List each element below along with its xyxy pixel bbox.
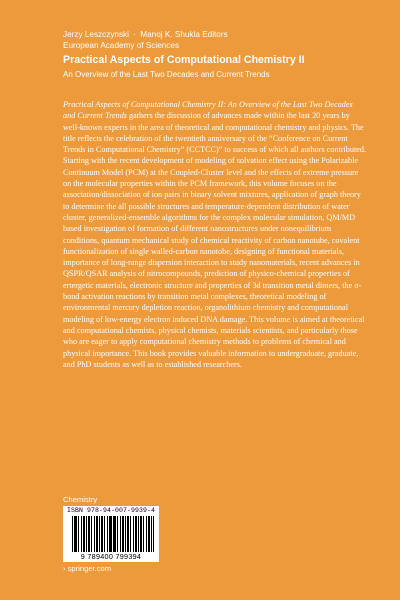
barcode-number: 9 789400 799394	[63, 552, 159, 561]
publisher-url: › springer.com	[63, 564, 112, 573]
description-body: gathers the discussion of advances made within the last 20 years by well-known experts in the area of theoretical and computational chemistry and physics. The title reflects the celebration of the twentieth anniversary of the “Conference on Current Trends in Computational Chemistry” (CCTCC)” to success of which all authors contributed. Starting with the recent development of modeling of solvation effect using the Polarizable Continuum Model (PCM) at the Coupled-Cluster level and the effects of extreme pressure on the molecular properties within the PCM framework, this volume focuses on the association/dissociation of ion pairs in binary solvent mixtures, application of graph theory to determine the all possible structures and temperature-dependent distribution of water cluster, generalized-ensemble algorithms for the complex molecular simulation, QM/MD based investigation of formation of different nanostructures under nonequilibrium conditions, quantum mechanical study of chemical reactivity of carbon nanotube, covalent functionalization of single walled-carbon nanotobe, designing of functional materials, importance of long-range dispersion interaction to study nanomaterials, recent advances in QSPR/QSAR analysis of nitrocompounds, prediction of physico-chemical properties of ertergetic materials, electronic structure and properties of 3d transition metal dimers, the σ-bond activation reactions by transition metal complexes, theoretical modeling of environmental mercury depletion reaction, organolithium chemistry and computational modeling of low-energy electron induced DNA damage. This volume is aimed at theoretical and computational chemists, physical chemists, materials scientists, and particularly those who are eager to apply computational chemistry methods to problems of chemical and physical importance. This book provides valuable information to undergraduate, graduate, and PhD students as well as to established researchers.	[63, 111, 367, 369]
editor-separator: ·	[133, 30, 136, 39]
isbn-label: ISBN 978-94-007-9939-4	[66, 507, 155, 514]
affiliation: European Academy of Sciences	[63, 41, 180, 50]
editors-line	[63, 29, 383, 40]
description-italic-title: Practical Aspects of Computational Chemistry II: An Overview of the Last Two Decades and Current Trends	[63, 100, 353, 121]
editors-suffix: Editors	[202, 30, 228, 39]
book-description	[63, 99, 367, 370]
barcode-guard-right	[151, 516, 154, 556]
editor-name: Manoj K. Shukla	[140, 30, 200, 39]
barcode-guard-left	[72, 516, 75, 556]
editor-name: Jerzy Leszczynski	[63, 30, 129, 39]
subject-category: Chemistry	[63, 495, 98, 504]
book-title: Practical Aspects of Computational Chemistry II	[63, 54, 305, 66]
barcode	[63, 506, 159, 562]
book-header	[63, 29, 383, 51]
book-subtitle: An Overview of the Last Two Decades and Current Trends	[63, 70, 270, 79]
barcode-guard-middle	[111, 516, 114, 556]
